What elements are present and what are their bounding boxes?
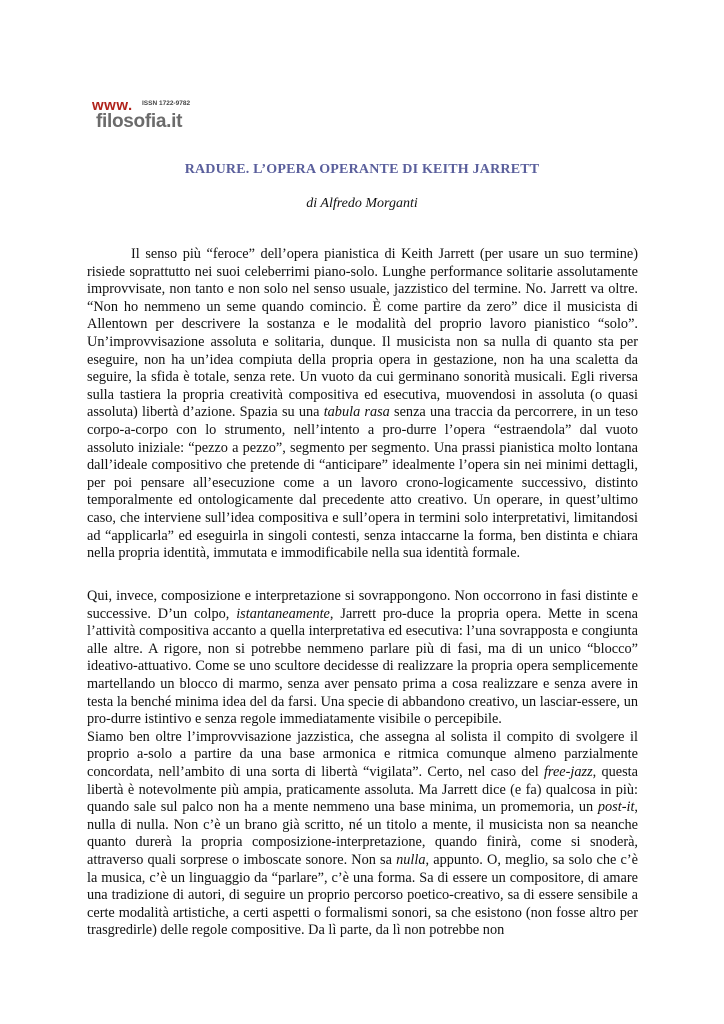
italic-term: post-it bbox=[597, 799, 635, 816]
text-run: , questa libertà è notevolmente più ampia, praticamente assoluta. Ma Jarrett dice (e fa) qualcosa in più: quando sale sul palco non ha a mente nemmeno una base minima, un promemoria, un bbox=[87, 763, 638, 816]
article-byline: di Alfredo Morganti bbox=[306, 196, 418, 211]
italic-term: nulla bbox=[396, 851, 426, 868]
italic-term: free-jazz bbox=[543, 763, 593, 780]
text-run: Qui, invece, composizione e interpretazione si sovrappongono. Non occorrono in fasi distinte e successive. D’un colpo, bbox=[87, 588, 638, 622]
italic-term: tabula rasa bbox=[323, 404, 390, 421]
text-run: , Jarrett pro-duce la propria opera. Mette in scena l’attività compositiva accanto a quella interpretativa ed esecutiva: l’una sovrapposta e congiunta alle altre. A rigore, non si potrebbe nemmeno parlare più di fasi, ma di un unico “blocco” ideativo-attuativo. Come se uno scultore decidesse di realizzare la propria opera semplicemente martellando un blocco di marmo, senza aver pensato prima a cosa realizzare e senza avere in testa la benché minima idea del da farsi. Una specie di abbandono creativo, un lasciar-essere, un pro-durre istintivo e senza regole immediatamente visibile o percepibile. bbox=[87, 605, 638, 728]
logo-www: www. bbox=[92, 97, 133, 114]
text-run: , nulla di nulla. Non c’è un brano già scritto, né un titolo a mente, il musicista non sa neanche quanto durerà la propria composizione-interpretazione, quando finirà, come si snoderà, attraverso quali sorprese o imboscate sonore. Non sa bbox=[87, 799, 638, 868]
italic-term: istantaneamente bbox=[236, 605, 330, 622]
paragraph-text bbox=[87, 246, 638, 563]
body-paragraph-1 bbox=[87, 246, 638, 563]
paragraph-text bbox=[87, 588, 638, 940]
filosofia-logo bbox=[92, 98, 212, 134]
text-run: senza una traccia da percorrere, in un teso corpo-a-corpo con lo strumento, nell’intento a pro-durre l’opera “estraendola” dal vuoto assoluto iniziale: “pezzo a pezzo”, segmento per segmento. Una prassi pianistica molto lontana dall’ideale compositivo che pretende di “anticipare” idealmente l’opera sin nei minimi dettagli, per poi pensare all’esecuzione come a un lavoro crono-logicamente successivo, distinto temporalmente ed ontologicamente dal precedente atto creativo. Un operare, in quest’ultimo caso, che interviene sull’idea compositiva e sull’opera in termini solo interpretativi, limitandosi ad “applicarla” ed eseguirla in singoli contesti, senza intaccarne la forma, ben distinta e chiara nella propria identità, immutata e immodificabile nella sua identità formale. bbox=[87, 404, 639, 562]
text-run: , appunto. O, meglio, sa solo che c’è la musica, c’è un linguaggio da “parlare”, c’è una forma. Sa di essere un compositore, di amare una tradizione di autori, di seguire un proprio percorso poetico-creativo, sa di essere sensibile a certe modalità artistiche, a certi aspetti o formalismi sonori, sa che esistono (non fosse altro per trasgredirle) delle regole compositive. Da lì parte, da lì non potrebbe non bbox=[87, 851, 638, 939]
text-run: Siamo ben oltre l’improvvisazione jazzistica, che assegna al solista il compito di svolgere il proprio a-solo a partire da una base armonica e ritmica comunque almeno parzialmente concordata, nell’ambito di una sorta di libertà “vigilata”. Certo, nel caso del bbox=[87, 728, 638, 780]
logo-site: filosofia.it bbox=[96, 111, 183, 132]
logo-issn: ISSN 1722-9782 bbox=[142, 100, 191, 107]
article-title: RADURE. L’OPERA OPERANTE DI KEITH JARRETT bbox=[184, 162, 540, 177]
text-run: Il senso più “feroce” dell’opera pianistica di Keith Jarrett (per usare un suo termine) risiede soprattutto nei suoi celeberrimi piano-solo. Lunghe performance solitarie assolutamente improvvisate, non tanto e non solo nel senso usuale, jazzistico del termine. No. Jarrett va oltre. “Non ho nemmeno un seme quando comincio. È come partire da zero” dice il musicista di Allentown per descrivere la sostanza e le modalità del proprio lavoro pianistico “solo”. Un’improvvisazione assoluta e solitaria, dunque. Il musicista non sa nulla di quanto sta per eseguire, non ha un’idea compiuta della propria opera in gestazione, non ha una scaletta da seguire, la sfida è totale, senza rete. Un vuoto da cui germinano sonorità musicali. Egli riversa sulla tastiera la propria creatività compositiva ed esecutiva, muovendosi in assoluta (o quasi assoluta) libertà d’azione. Spazia su una bbox=[87, 246, 638, 421]
body-paragraph-2 bbox=[87, 588, 638, 940]
